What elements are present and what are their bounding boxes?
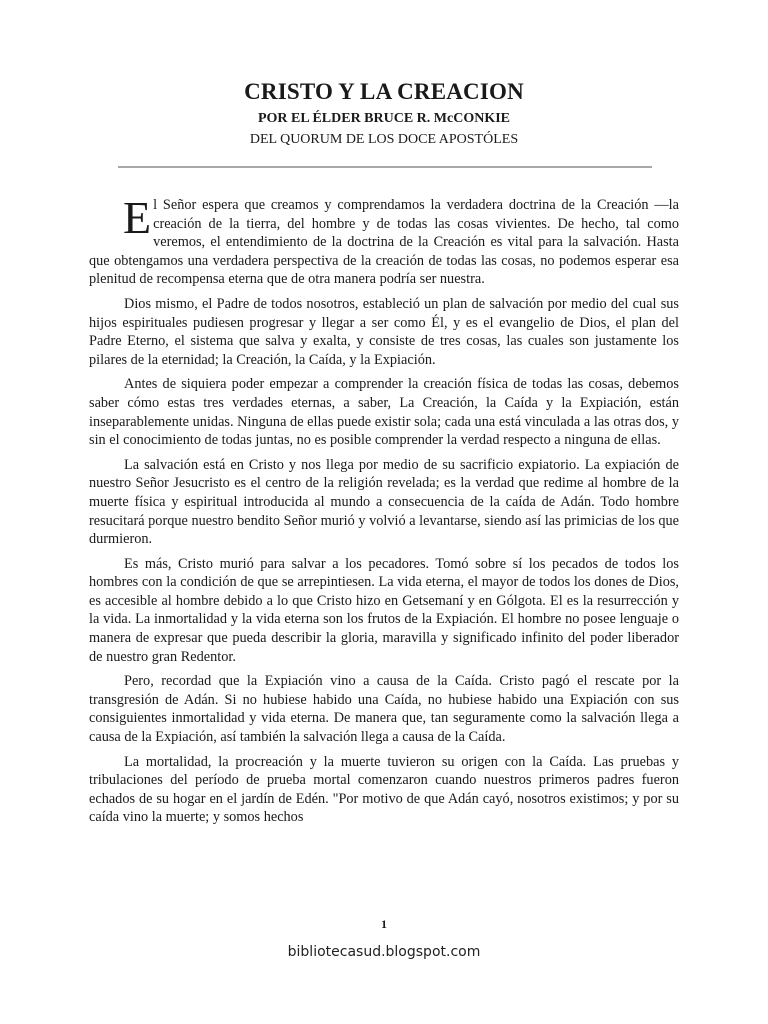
document-author: POR EL ÉLDER BRUCE R. McCONKIE [257, 111, 511, 126]
paragraph-3: Antes de siquiera poder empezar a comprender la creación física de todas las cosas, debemos saber cómo estas tres verdades eternas, a saber, La Creación, la Caída y la Expiación, están inseparablemente unidas. Ninguna de ellas puede existir sola; cada una está vinculada a las otras dos, y sin el conocimiento de todas juntas, no es posible comprender la verdad respecto a ninguna de ellas. [89, 376, 679, 449]
paragraph-1 [89, 192, 679, 289]
paragraph-7: La mortalidad, la procreación y la muerte tuvieron su origen con la Caída. Las pruebas y tribulaciones del período de prueba mortal comenzaron cuando nuestros primeros padres fueron echados de su hogar en el jardín de Edén. "Por motivo de que Adán cayó, nosotros existimos; y por su caída vino la muerte; y somos hechos [89, 753, 679, 826]
paragraph-1-text: l Señor espera que creamos y comprendamos la verdadera doctrina de la Creación —la creación de la tierra, del hombre y de todas las cosas vivientes. De hecho, tal como veremos, el entendimiento de la doctrina de la Creación es vital para la salvación. Hasta que obtengamos una verdadera perspectiva de la creación de todas las cosas, no podemos esperar esa plenitud de recompensa eterna que de otra manera podría ser nuestra. [89, 197, 679, 288]
header-divider [118, 166, 652, 168]
document-title: CRISTO Y LA CREACION [244, 79, 524, 104]
drop-cap: E [123, 192, 152, 243]
paragraph-6: Pero, recordad que la Expiación vino a causa de la Caída. Cristo pagó el rescate por la transgresión de Adán. Si no hubiese habido una Caída, no hubiese habido una Expiación con sus consiguientes inmortalidad y vida eterna. De manera que, tan seguramente como la salvación llega a causa de la Expiación, así también la salvación llega a causa de la Caída. [89, 673, 679, 746]
page-number: 1 [381, 917, 387, 931]
author-council: DEL QUORUM DE LOS DOCE APOSTÓLES [249, 132, 519, 147]
paragraph-2: Dios mismo, el Padre de todos nosotros, estableció un plan de salvación por medio del cual sus hijos espirituales pudiesen progresar y llegar a ser como Él, y es el evangelio de Dios, el plan del Padre Eterno, el sistema que salva y exalta, y consiste de tres cosas, las cuales son justamente los pilares de la eternidad; la Creación, la Caída, y la Expiación. [89, 295, 679, 368]
footer-site-url: bibliotecasud.blogspot.com [287, 944, 481, 960]
paragraph-5: Es más, Cristo murió para salvar a los pecadores. Tomó sobre sí los pecados de todos los hombres con la condición de que se arrepintiesen. La vida eterna, el mayor de todos los dones de Dios, es accesible al hombre debido a lo que Cristo hizo en Getsemaní y en Gólgota. El es la resurrección y la vida. La inmortalidad y la vida eterna son los frutos de la Expiación. El hombre no posee lenguaje o manera de expresar que pueda describir la gloria, maravilla y significado infinito del poder liberador de nuestro gran Redentor. [89, 555, 679, 665]
paragraph-4: La salvación está en Cristo y nos llega por medio de su sacrificio expiatorio. La expiación de nuestro Señor Jesucristo es el centro de la religión revelada; es la verdad que redime al hombre de la muerte física y espiritual introducida al mundo a consecuencia de la caída de Adán. Todo hombre resucitará porque nuestro bendito Señor murió y volvió a levantarse, siendo así las primicias de los que durmieron. [89, 456, 679, 548]
document-body [89, 192, 679, 833]
document-header [0, 78, 768, 150]
